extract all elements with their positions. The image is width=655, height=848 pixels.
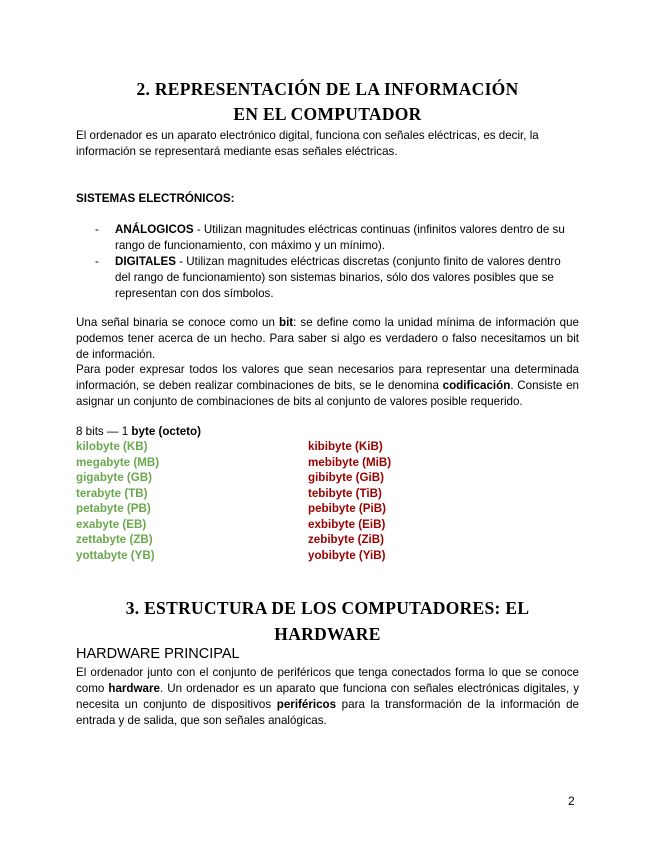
section-3-title-line-1: 3. ESTRUCTURA DE LOS COMPUTADORES: EL: [125, 598, 530, 618]
byte-line-prefix: 8 bits — 1: [76, 425, 132, 438]
digital-text: - Utilizan magnitudes eléctricas discretas (conjunto finito de valores dentro del rango de funcionamiento) son sistemas binarios, sólo dos valores posibles que se representan con dos símbolos.: [115, 255, 561, 300]
coding-para-text: Para poder expresar todos los valores que sean necesarios para representar una determinada información, se deben realizar combinaciones de bits, se le denomina: [76, 363, 579, 392]
decimal-unit: megabyte (MB): [76, 456, 160, 469]
section-2-title-line-1: 2. REPRESENTACIÓN DE LA INFORMACIÓN: [136, 79, 519, 99]
hardware-term: hardware: [108, 682, 160, 695]
bullet-dash: -: [95, 255, 99, 268]
binary-unit: gibibyte (GiB): [308, 471, 384, 484]
decimal-unit: terabyte (TB): [76, 487, 148, 500]
bit-term: bit: [278, 316, 294, 329]
perifericos-term: periféricos: [276, 698, 337, 711]
intro-paragraph: El ordenador es un aparato electrónico digital, funciona con señales eléctricas, es decir, la información se representará mediante esas señales eléctricas.: [76, 129, 539, 158]
binary-unit: tebibyte (TiB): [308, 487, 382, 500]
coding-paragraph: [76, 362, 579, 410]
bit-para-text-2: : se define como la unidad mínima de información que podemos tener acerca de un hecho. Para saber si algo es verdadero o falso necesitamos un bit de información.: [76, 316, 579, 361]
list-item-digital: [76, 254, 579, 302]
section-2-title-line-2: EN EL COMPUTADOR: [233, 104, 422, 124]
bit-para-text: Una señal binaria se conoce como un: [76, 316, 279, 329]
analog-term: ANÁLOGICOS: [115, 223, 194, 236]
list-item-analog: [76, 222, 579, 254]
decimal-unit: petabyte (PB): [76, 502, 151, 515]
hardware-para-text: El ordenador junto con el conjunto de periféricos que tenga conectados forma lo que se conoce como: [76, 666, 579, 695]
decimal-unit: exabyte (EB): [76, 518, 147, 531]
byte-term: byte (octeto): [131, 425, 201, 438]
analog-text: - Utilizan magnitudes eléctricas continuas (infinitos valores dentro de su rango de funcionamiento, con máximo y un mínimo).: [115, 223, 565, 252]
binary-unit: yobibyte (YiB): [308, 549, 386, 562]
bullet-dash: -: [95, 223, 99, 236]
binary-unit: mebibyte (MiB): [308, 456, 392, 469]
coding-term: codificación: [442, 379, 511, 392]
binary-unit: pebibyte (PiB): [308, 502, 386, 515]
section-3-title-line-2: HARDWARE: [274, 624, 381, 644]
coding-para-text-2: . Consiste en asignar un conjunto de combinaciones de bits al conjunto de valores posible requerido.: [76, 379, 579, 408]
binary-unit: exbibyte (EiB): [308, 518, 386, 531]
digital-term: DIGITALES: [115, 255, 176, 268]
binary-unit: kibibyte (KiB): [308, 440, 383, 453]
systems-heading: SISTEMAS ELECTRÓNICOS:: [76, 192, 235, 205]
hardware-paragraph: [76, 665, 579, 729]
hardware-para-text-2: . Un ordenador es un aparato que funciona con señales electrónicas digitales, y necesita un conjunto de dispositivos: [76, 682, 579, 711]
binary-unit: zebibyte (ZiB): [308, 533, 385, 546]
bit-paragraph: [76, 315, 579, 363]
decimal-unit: gigabyte (GB): [76, 471, 153, 484]
hardware-subheading: HARDWARE PRINCIPAL: [76, 646, 240, 662]
hardware-para-text-3: para la transformación de la información de entrada y de salida, que son señales analógicas.: [76, 698, 579, 727]
page-number: 2: [568, 794, 575, 808]
decimal-unit: kilobyte (KB): [76, 440, 148, 453]
byte-line: [76, 424, 579, 440]
decimal-unit: zettabyte (ZB): [76, 533, 153, 546]
decimal-unit: yottabyte (YB): [76, 549, 155, 562]
